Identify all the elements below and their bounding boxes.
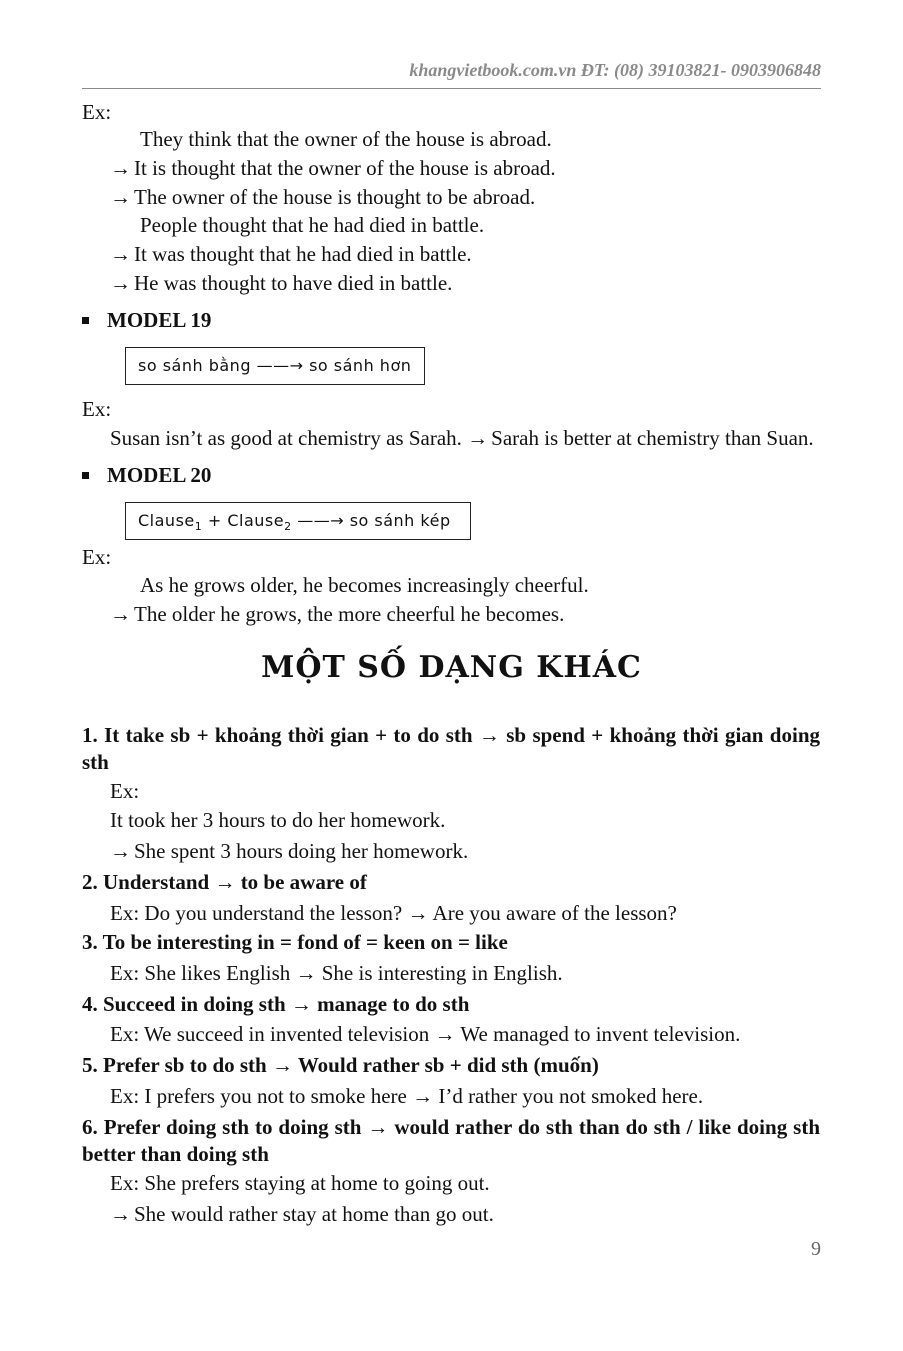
ex-label: Ex: — [82, 397, 112, 421]
item-3-title: 3. To be interesting in = fond of = keen on = like — [82, 930, 508, 954]
example-line: → It was thought that he had died in battle. — [110, 242, 472, 266]
page-number: 9 — [811, 1238, 821, 1260]
example-line: Ex: Do you understand the lesson? → Are you aware of the lesson? — [110, 901, 677, 925]
example-line: It took her 3 hours to do her homework. — [110, 808, 446, 832]
header-contact: khangvietbook.com.vn ĐT: (08) 39103821- 0903906848 — [409, 60, 821, 80]
example-line: → It is thought that the owner of the house is abroad. — [110, 156, 556, 180]
item-6-title: 6. Prefer doing sth to doing sth → would rather do sth than do sth / like doing sth better than doing sth — [82, 1115, 820, 1166]
model-19-title: MODEL 19 — [82, 307, 211, 333]
example-line: Ex: I prefers you not to smoke here → I’d rather you not smoked here. — [110, 1084, 704, 1108]
example-line: As he grows older, he becomes increasingly cheerful. — [140, 573, 589, 597]
ex-label: Ex: — [82, 545, 112, 569]
section-heading: MỘT SỐ DẠNG KHÁC — [261, 650, 642, 685]
example-line: They think that the owner of the house is abroad. — [140, 127, 552, 151]
bullet-icon — [82, 317, 89, 324]
example-line: People thought that he had died in battle. — [140, 213, 485, 237]
example-line: → She spent 3 hours doing her homework. — [110, 839, 469, 863]
example-line: Ex: We succeed in invented television → We managed to invent television. — [110, 1022, 741, 1046]
model-20-formula-box: Clause$_1$ + Clause$_2$ ——→ so sánh kép — [125, 502, 471, 540]
model-20-title: MODEL 20 — [82, 462, 211, 488]
item-2-title: 2. Understand → to be aware of — [82, 870, 367, 894]
arrow-icon: → — [110, 185, 131, 209]
example-line: Susan isn’t as good at chemistry as Sarah. → Sarah is better at chemistry than Suan. — [110, 426, 814, 450]
example-line: Ex: She prefers staying at home to going out. — [110, 1171, 490, 1195]
item-4-title: 4. Succeed in doing sth → manage to do sth — [82, 992, 470, 1016]
example-line: → The older he grows, the more cheerful he becomes. — [110, 602, 565, 626]
arrow-icon: → — [467, 426, 489, 450]
ex-label: Ex: — [110, 779, 140, 803]
arrow-icon: → — [110, 602, 131, 626]
item-1-title: 1. It take sb + khoảng thời gian + to do sth → sb spend + khoảng thời gian doing sth — [82, 723, 820, 774]
arrow-icon: → — [110, 242, 131, 266]
example-line: → She would rather stay at home than go out. — [110, 1202, 494, 1226]
example-line: Ex: She likes English → She is interesting in English. — [110, 961, 563, 985]
bullet-icon — [82, 472, 89, 479]
example-line: → The owner of the house is thought to be abroad. — [110, 185, 536, 209]
ex-label: Ex: — [82, 100, 112, 124]
item-5-title: 5. Prefer sb to do sth → Would rather sb + did sth (muốn) — [82, 1053, 599, 1077]
example-line: → He was thought to have died in battle. — [110, 271, 453, 295]
arrow-icon: → — [110, 156, 131, 180]
page-header — [82, 60, 821, 89]
model-19-formula-box: so sánh bằng ——→ so sánh hơn — [125, 347, 425, 385]
arrow-icon: → — [110, 839, 131, 863]
arrow-icon: → — [110, 271, 131, 295]
arrow-icon: → — [110, 1202, 131, 1226]
